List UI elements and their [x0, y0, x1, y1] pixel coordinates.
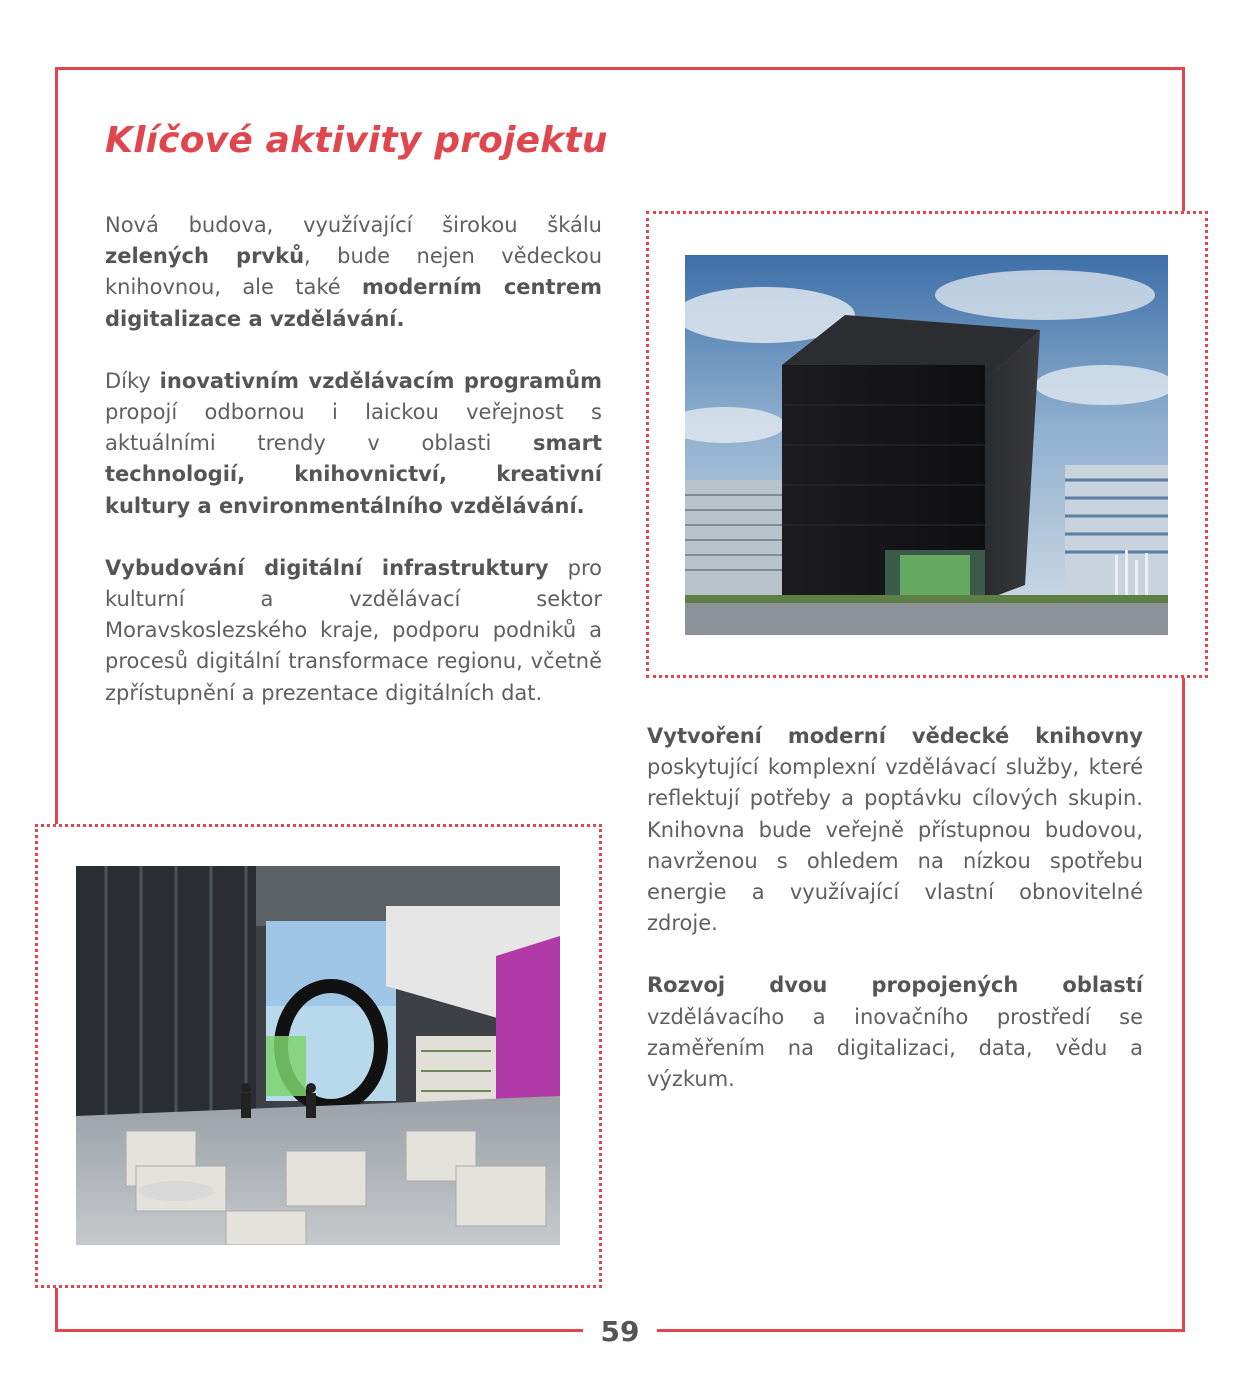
right-text-column — [647, 721, 1143, 1126]
page-title: Klíčové aktivity projektu — [105, 120, 608, 161]
paragraph-science-library: Vytvoření moderní vědecké knihovny poskytující komplexní vzdělávací služby, které reflektují potřeby a poptávku cílových skupin. Knihovna bude veřejně přístupnou budovou, navrženou s ohledem na nízkou spotřebu energie a využívající vlastní obnovitelné zdroje. — [647, 724, 1143, 936]
left-text-column — [105, 210, 602, 740]
paragraph-digital-infrastructure: Vybudování digitální infrastruktury pro kulturní a vzdělávací sektor Moravskoslezského kraje, podporu podniků a procesů digitální transformace regionu, včetně zpřístupnění a prezentace digitálních dat. — [105, 555, 602, 705]
library-interior-photo — [76, 866, 560, 1245]
paragraph-new-building: Nová budova, využívající širokou škálu zelených prvků, bude nejen vědeckou knihovnou, ale také moderním centrem digitalizace a vzdělávání. — [105, 213, 603, 331]
page-number: 59 — [583, 1312, 657, 1352]
building-exterior-photo — [685, 255, 1168, 635]
paragraph-education-programs: Díky inovativním vzdělávacím programům propojí odbornou i laickou veřejnost s aktuálními trendy v oblasti smart technologií, knihovnictví, kreativní kultury a environmentálního vzdělávání. — [105, 368, 602, 518]
paragraph-two-areas: Rozvoj dvou propojených oblastí vzdělávacího a inovačního prostředí se zaměřením na digitalizaci, data, vědu a výzkum. — [647, 973, 1143, 1092]
